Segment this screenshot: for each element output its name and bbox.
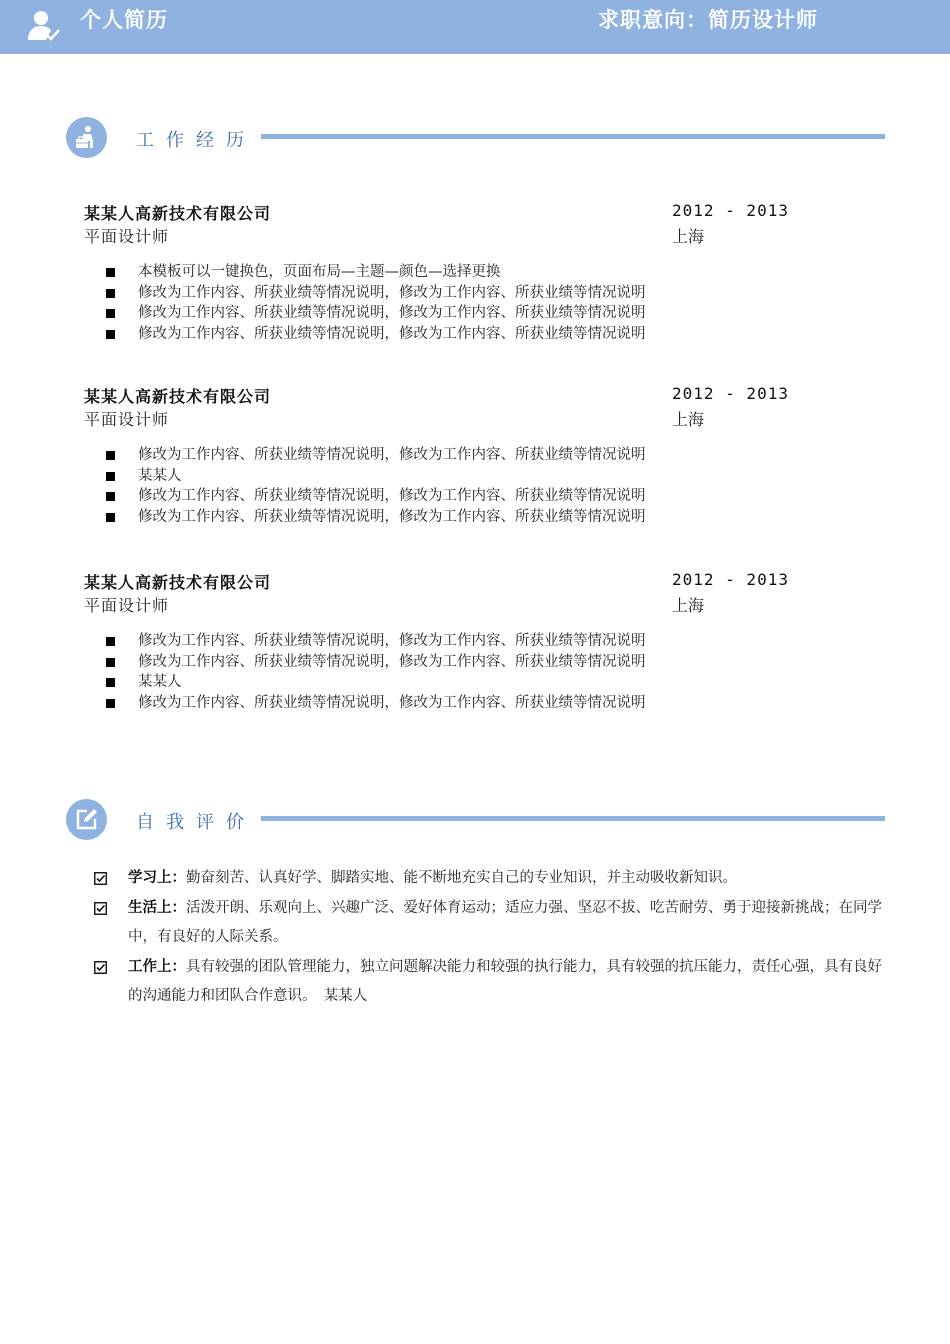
checkbox-checked-icon <box>94 872 107 885</box>
square-bullet-icon <box>106 699 115 708</box>
square-bullet-icon <box>106 658 115 667</box>
job-period: 2012 - 2013 <box>672 201 789 220</box>
job-period: 2012 - 2013 <box>672 570 789 589</box>
square-bullet-icon <box>106 330 115 339</box>
list-item: 某某人 <box>104 466 646 487</box>
briefcase-person-icon <box>74 125 99 150</box>
eval-text: 具有较强的团队管理能力，独立问题解决能力和较强的执行能力，具有较强的抗压能力，责任心强，具有良好的沟通能力和团队合作意识。 某某人 <box>128 958 882 1004</box>
section-divider <box>261 816 885 821</box>
eval-label: 学习上： <box>128 870 186 886</box>
edit-icon <box>74 807 99 832</box>
list-item: 修改为工作内容、所获业绩等情况说明，修改为工作内容、所获业绩等情况说明 <box>104 324 646 345</box>
checkbox-checked-icon <box>94 961 107 974</box>
user-check-icon <box>26 8 62 44</box>
list-item: 修改为工作内容、所获业绩等情况说明，修改为工作内容、所获业绩等情况说明 <box>104 631 646 652</box>
list-item: 修改为工作内容、所获业绩等情况说明，修改为工作内容、所获业绩等情况说明 <box>104 486 646 507</box>
company-name: 某某人高新技术有限公司 <box>84 573 272 592</box>
header-bar <box>0 0 950 54</box>
company-name: 某某人高新技术有限公司 <box>84 387 272 406</box>
job-bullets <box>104 631 646 713</box>
job-city: 上海 <box>672 596 705 615</box>
company-name: 某某人高新技术有限公司 <box>84 204 272 223</box>
work-section-title: 工作经历 <box>136 130 256 151</box>
job-bullets <box>104 445 646 527</box>
list-item: 本模板可以一键换色，页面布局—主题—颜色—选择更换 <box>104 262 646 283</box>
resume-title: 个人简历 <box>80 8 168 32</box>
eval-label: 工作上： <box>128 958 186 975</box>
square-bullet-icon <box>106 678 115 687</box>
job-role: 平面设计师 <box>84 227 170 246</box>
self-eval-section-header <box>66 799 886 841</box>
job-bullets <box>104 262 646 344</box>
list-item: 修改为工作内容、所获业绩等情况说明，修改为工作内容、所获业绩等情况说明 <box>104 445 646 466</box>
section-divider <box>261 134 885 139</box>
list-item: 修改为工作内容、所获业绩等情况说明，修改为工作内容、所获业绩等情况说明 <box>104 283 646 304</box>
job-role: 平面设计师 <box>84 410 170 429</box>
eval-label: 生活上： <box>128 899 186 916</box>
square-bullet-icon <box>106 492 115 501</box>
work-icon-badge <box>66 117 107 158</box>
square-bullet-icon <box>106 268 115 277</box>
list-item: 修改为工作内容、所获业绩等情况说明，修改为工作内容、所获业绩等情况说明 <box>104 303 646 324</box>
square-bullet-icon <box>106 472 115 481</box>
list-item: 修改为工作内容、所获业绩等情况说明，修改为工作内容、所获业绩等情况说明 <box>104 652 646 673</box>
job-city: 上海 <box>672 410 705 429</box>
self-eval-list <box>94 864 884 1012</box>
self-eval-section-title: 自我评价 <box>136 812 256 833</box>
list-item <box>94 953 884 1012</box>
list-item: 修改为工作内容、所获业绩等情况说明，修改为工作内容、所获业绩等情况说明 <box>104 693 646 714</box>
list-item: 修改为工作内容、所获业绩等情况说明，修改为工作内容、所获业绩等情况说明 <box>104 507 646 528</box>
checkbox-checked-icon <box>94 902 107 915</box>
self-eval-icon-badge <box>66 799 107 840</box>
square-bullet-icon <box>106 451 115 460</box>
job-objective: 求职意向：简历设计师 <box>598 8 818 32</box>
list-item <box>94 894 884 953</box>
job-period: 2012 - 2013 <box>672 384 789 403</box>
job-role: 平面设计师 <box>84 596 170 615</box>
square-bullet-icon <box>106 309 115 318</box>
square-bullet-icon <box>106 513 115 522</box>
job-city: 上海 <box>672 227 705 246</box>
work-section-header <box>66 117 886 159</box>
eval-text: 勤奋刻苦、认真好学、脚踏实地、能不断地充实自己的专业知识，并主动吸收新知识。 <box>186 870 737 886</box>
eval-text: 活泼开朗、乐观向上、兴趣广泛、爱好体育运动；适应力强、坚忍不拔、吃苦耐劳、勇于迎接新挑战；在同学中，有良好的人际关系。 <box>128 899 882 945</box>
list-item: 某某人 <box>104 672 646 693</box>
square-bullet-icon <box>106 637 115 646</box>
square-bullet-icon <box>106 289 115 298</box>
list-item <box>94 864 884 894</box>
